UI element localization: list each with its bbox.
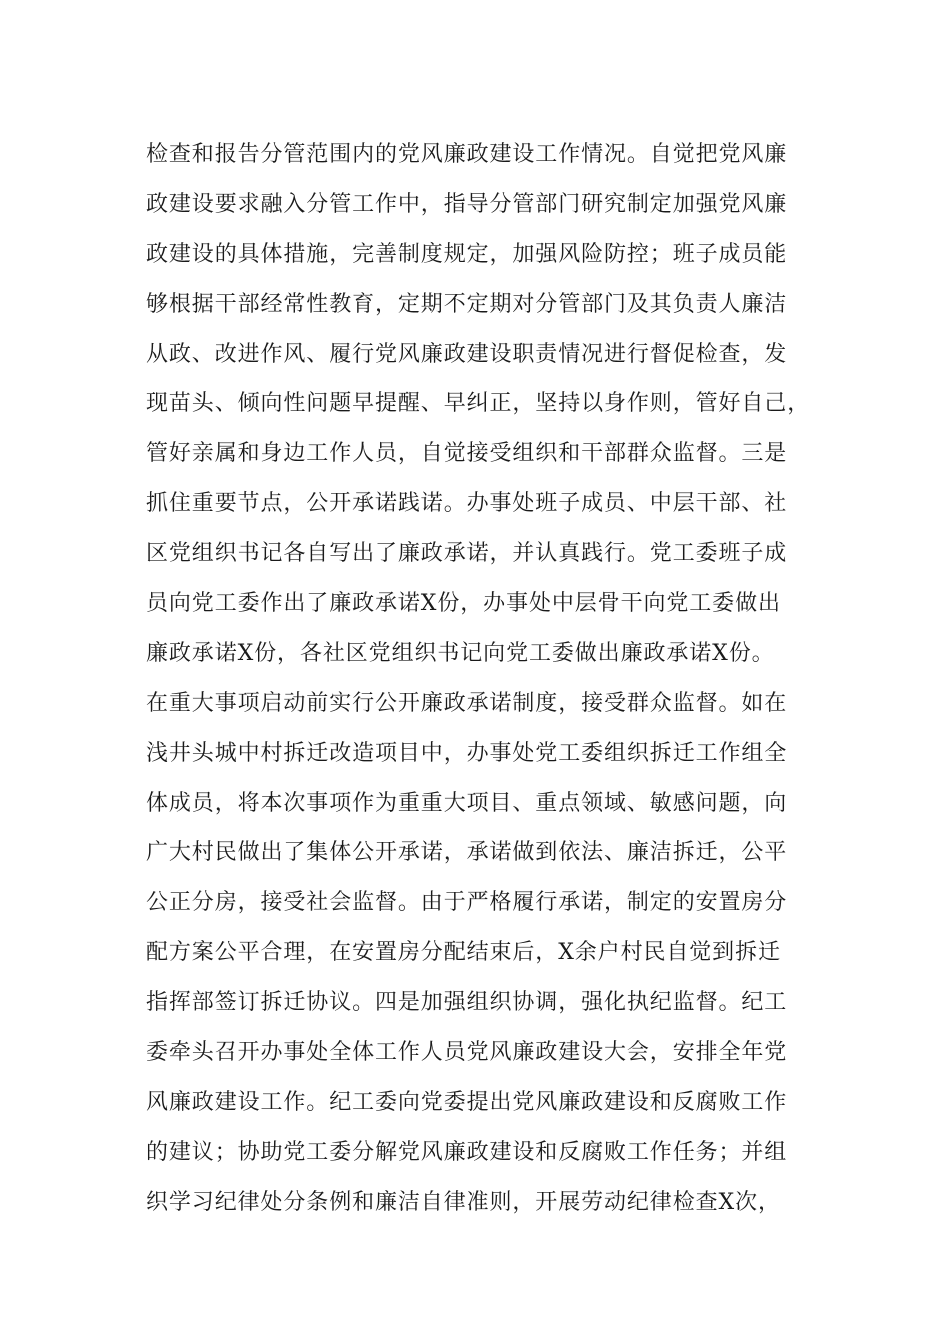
text-line: 政建设的具体措施，完善制度规定，加强风险防控；班子成员能	[146, 241, 788, 267]
text-line: 政建设要求融入分管工作中，指导分管部门研究制定加强党风廉	[146, 191, 788, 217]
text-line: 区党组织书记各自写出了廉政承诺，并认真践行。党工委班子成	[146, 541, 788, 567]
text-line: 体成员，将本次事项作为重重大项目、重点领域、敏感问题，向	[146, 790, 788, 816]
text-line: 员向党工委作出了廉政承诺X份，办事处中层骨干向党工委做出	[146, 591, 781, 617]
text-line: 指挥部签订拆迁协议。四是加强组织协调，强化执纪监督。纪工	[146, 990, 788, 1016]
text-line: 从政、改进作风、履行党风廉政建设职责情况进行督促检查，发	[146, 341, 788, 367]
text-line: 委牵头召开办事处全体工作人员党风廉政建设大会，安排全年党	[146, 1040, 788, 1066]
text-line: 浅井头城中村拆迁改造项目中，办事处党工委组织拆迁工作组全	[146, 740, 788, 766]
text-line: 风廉政建设工作。纪工委向党委提出党风廉政建设和反腐败工作	[146, 1089, 788, 1115]
text-line: 广大村民做出了集体公开承诺，承诺做到依法、廉洁拆迁，公平	[146, 840, 788, 866]
text-line: 配方案公平合理，在安置房分配结束后，X余户村民自觉到拆迁	[146, 940, 781, 966]
text-line: 织学习纪律处分条例和廉洁自律准则，开展劳动纪律检查X次，	[146, 1189, 781, 1215]
text-line: 管好亲属和身边工作人员，自觉接受组织和干部群众监督。三是	[146, 441, 788, 467]
text-line: 抓住重要节点，公开承诺践诺。办事处班子成员、中层干部、社	[146, 491, 788, 517]
text-line: 够根据干部经常性教育，定期不定期对分管部门及其负责人廉洁	[146, 291, 788, 317]
text-line: 公正分房，接受社会监督。由于严格履行承诺，制定的安置房分	[146, 890, 788, 916]
text-line: 现苗头、倾向性问题早提醒、早纠正，坚持以身作则，管好自己，	[146, 391, 811, 417]
text-line: 检查和报告分管范围内的党风廉政建设工作情况。自觉把党风廉	[146, 142, 788, 167]
body-text	[146, 130, 811, 1228]
text-line: 在重大事项启动前实行公开廉政承诺制度，接受群众监督。如在	[146, 690, 788, 716]
text-line: 的建议；协助党工委分解党风廉政建设和反腐败工作任务；并组	[146, 1139, 788, 1165]
text-line: 廉政承诺X份，各社区党组织书记向党工委做出廉政承诺X份。	[146, 640, 775, 666]
